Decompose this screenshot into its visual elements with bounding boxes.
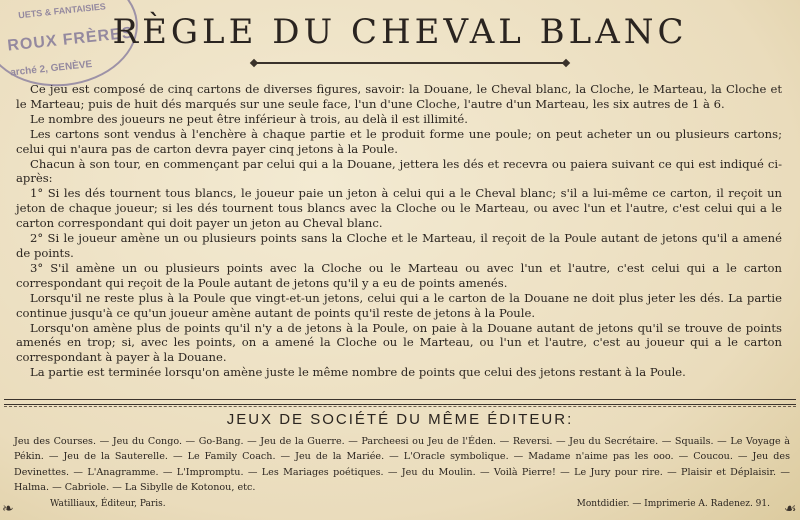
catalog-heading: JEUX DE SOCIÉTÉ DU MÊME ÉDITEUR: [226, 411, 574, 428]
title-ornament-rule [255, 62, 565, 64]
section-divider [4, 399, 796, 405]
rules-paragraph: Les cartons sont vendus à l'enchère à chaque partie et le produit forme une poule; on peut acheter un ou plusieurs cartons; celui qui n'aura pas de carton devra payer cinq jetons à la Poule. [16, 126, 782, 156]
rules-paragraph: La partie est terminée lorsqu'on amène juste le même nombre de points que celui des jetons restant à la Poule. [30, 365, 686, 380]
rules-paragraph: 3° S'il amène un ou plusieurs points avec la Cloche ou le Marteau ou avec l'un et l'autre, c'est celui qui a le carton correspondant qui reçoit de la Poule autant de jetons qu'il y a eu de points amenés. [16, 260, 782, 290]
stamp-line-1: UETS & FANTAISIES [17, 1, 107, 21]
rules-paragraph: Lorsqu'on amène plus de points qu'il n'y a de jetons à la Poule, on paie à la Douane autant de jetons qu'il se trouve de points amenés en trop; si, avec les points, on a amené la Cloche ou le Marteau, ou l'un et l'autre, c'est au joueur qui a le carton correspondant à payer à la Douane. [16, 320, 782, 365]
corner-ornament-icon: ❧ [2, 501, 14, 517]
printer-imprint: Montdidier. — Imprimerie A. Radenez. 91. [576, 499, 770, 509]
rules-paragraph: 1° Si les dés tournent tous blancs, le joueur paie un jeton à celui qui a le Cheval blanc; s'il a lui-même ce carton, il reçoit un jeton de chaque joueur; si les dés tournent tous blancs avec la Cloche ou le Marteau, ou avec l'un et l'autre, c'est celui qui a le carton correspondant qui doit payer un jeton au Cheval blanc. [16, 186, 782, 231]
rules-paragraph: Lorsqu'il ne reste plus à la Poule que vingt-et-un jetons, celui qui a le carton de la Douane ne doit plus jeter les dés. La partie continue jusqu'à ce qu'un joueur amène autant de points qu'il reste de jetons à la Poule. [16, 290, 782, 320]
rules-paragraph: Chacun à son tour, en commençant par celui qui a la Douane, jettera les dés et recevra ou paiera suivant ce qui est indiqué ci-après: [16, 156, 782, 186]
rules-paragraph: 2° Si le joueur amène un ou plusieurs points sans la Cloche et le Marteau, il reçoit de la Poule autant de jetons qu'il a amené de points. [16, 231, 782, 260]
rules-paragraph: Ce jeu est composé de cinq cartons de diverses figures, savoir: la Douane, le Cheval blanc, la Cloche, le Marteau, la Cloche et le Marteau; puis de huit dés marqués sur une seule face, l'un d'une Cloche, l'autre d'un Marteau, les six autres de 1 à 6. [16, 82, 782, 111]
corner-ornament-icon: ☙ [784, 501, 797, 517]
rules-text [16, 82, 782, 380]
rules-paragraph: Le nombre des joueurs ne peut être inférieur à trois, au delà il est illimité. [30, 111, 468, 126]
catalog-list: Jeu des Courses. — Jeu du Congo. — Go-Bang. — Jeu de la Guerre. — Parcheesi ou Jeu de l'Éden. — Reversi. — Jeu du Secrétaire. — Squails. — Le Voyage à Pékin. — Jeu de la Sauterelle. — Le Family Coach. — Jeu de la Mariée. — L'Oracle symbolique. — Madame n'aime pas les ooo. — Coucou. — Jeu des Devinettes. — L'Anagramme. — L'Impromptu. — Les Mariages poétiques. — Jeu du Moulin. — Voilà Pierre! — Le Jury pour rire. — Plaisir et Déplaisir. — Halma. — Cabriole. — La Sibylle de Kotonou, etc. [14, 436, 790, 494]
page-title: RÈGLE DU CHEVAL BLANC [112, 12, 688, 52]
stamp-line-2: ROUX FRÈRES [6, 24, 135, 55]
stamp-line-3: arché 2, GENÈVE [9, 58, 93, 79]
publisher-imprint: Watilliaux, Éditeur, Paris. [50, 499, 166, 509]
section-divider-dashed [4, 406, 796, 407]
